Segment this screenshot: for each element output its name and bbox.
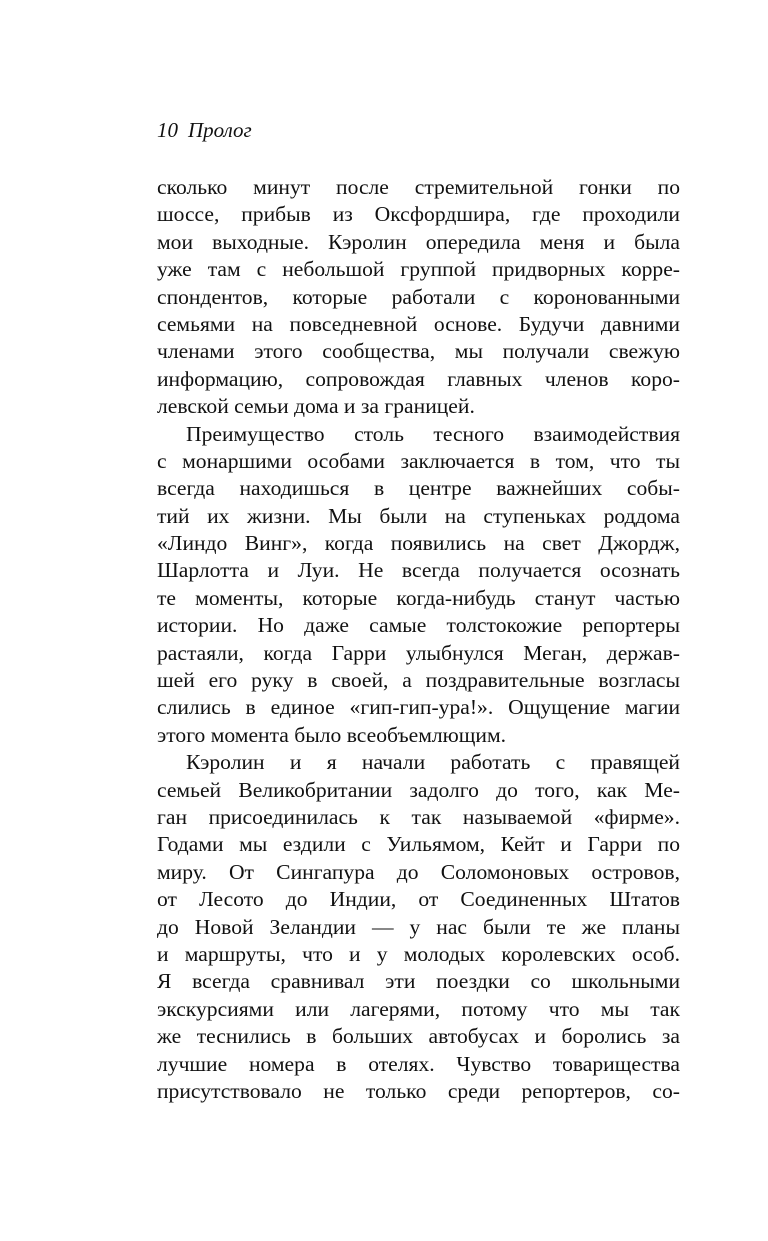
text-line: Годами мы ездили с Уильямом, Кейт и Гарри по bbox=[157, 832, 680, 857]
text-line: шоссе, прибыв из Оксфордшира, где проходили bbox=[157, 202, 680, 227]
text-line: с монаршими особами заключается в том, что ты bbox=[157, 448, 680, 473]
text-line: всегда находишься в центре важнейших собы- bbox=[157, 476, 680, 501]
text-line: уже там с небольшой группой придворных корре- bbox=[157, 257, 680, 282]
text-line: от Лесото до Индии, от Соединенных Штатов bbox=[157, 887, 680, 912]
text-line: и маршруты, что и у молодых королевских особ. bbox=[157, 941, 680, 966]
text-line: «Линдо Винг», когда появились на свет Джордж, bbox=[157, 531, 680, 556]
text-line: экскурсиями или лагерями, потому что мы так bbox=[157, 996, 680, 1021]
text-line: ган присоединилась к так называемой «фирме». bbox=[157, 804, 680, 829]
text-line: Кэролин и я начали работать с правящей bbox=[186, 750, 680, 775]
text-line: присутствовало не только среди репортеров, со- bbox=[157, 1078, 680, 1103]
text-line: семьями на повседневной основе. Будучи давними bbox=[157, 311, 680, 336]
text-line: информацию, сопровождая главных членов коро- bbox=[157, 366, 680, 391]
text-line: членами этого сообщества, мы получали свежую bbox=[157, 339, 680, 364]
text-line: миру. От Сингапура до Соломоновых островов, bbox=[157, 859, 680, 884]
text-line: семьей Великобритании задолго до того, как Ме- bbox=[157, 777, 680, 802]
text-line: шей его руку в своей, а поздравительные возгласы bbox=[157, 668, 680, 693]
text-line: левской семьи дома и за границей. bbox=[157, 394, 475, 419]
text-line: мои выходные. Кэролин опередила меня и была bbox=[157, 229, 680, 254]
text-line: те моменты, которые когда-нибудь станут частью bbox=[157, 585, 680, 610]
text-line: Преимущество столь тесного взаимодействия bbox=[186, 421, 680, 446]
text-line: же теснились в больших автобусах и боролись за bbox=[157, 1024, 680, 1049]
text-line: сколько минут после стремительной гонки по bbox=[157, 175, 680, 199]
text-line: растаяли, когда Гарри улыбнулся Меган, держав- bbox=[157, 640, 680, 665]
body-text bbox=[157, 174, 680, 1105]
section-title: Пролог bbox=[188, 118, 252, 142]
text-line: Я всегда сравнивал эти поездки со школьными bbox=[157, 969, 680, 994]
text-line: Шарлотта и Луи. Не всегда получается осознать bbox=[157, 558, 680, 583]
text-line: слились в единое «гип-гип-ура!». Ощущение магии bbox=[157, 695, 680, 720]
text-line: до Новой Зеландии — у нас были те же планы bbox=[157, 914, 680, 939]
text-line: тий их жизни. Мы были на ступеньках роддома bbox=[157, 503, 680, 528]
running-header bbox=[157, 117, 252, 143]
text-line: спондентов, которые работали с коронованными bbox=[157, 284, 680, 309]
text-line: истории. Но даже самые толстокожие репортеры bbox=[157, 613, 680, 638]
page-number: 10 bbox=[157, 118, 178, 142]
text-line: этого момента было всеобъемлющим. bbox=[157, 722, 507, 747]
text-line: лучшие номера в отелях. Чувство товарищества bbox=[157, 1051, 680, 1076]
